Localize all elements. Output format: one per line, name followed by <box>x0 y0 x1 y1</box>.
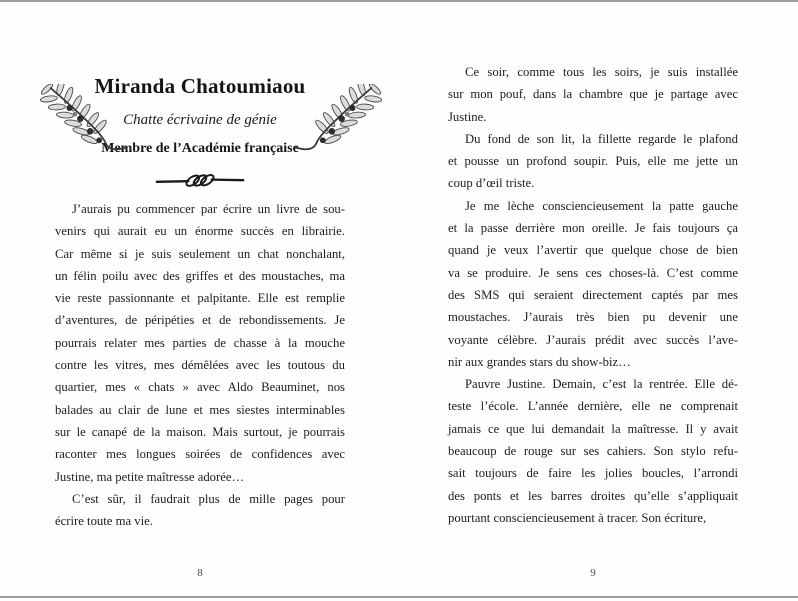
chapter-header <box>55 0 345 189</box>
text-line: sur le canapé de la maison. Mais surtout, je pourrais <box>55 424 345 439</box>
author-name: Miranda Chatoumiaou <box>94 74 306 98</box>
olive-branch-left-icon <box>38 84 128 166</box>
text-line: va se produire. Je sens ces choses-là. C’est comme <box>448 265 738 280</box>
page-number-left: 8 <box>197 567 203 579</box>
text-line: Ce soir, comme tous les soirs, je suis installée <box>465 65 738 79</box>
text-line: Pauvre Justine. Demain, c’est la rentrée. Elle dé- <box>465 377 738 392</box>
author-role-subtitle: Chatte écrivaine de génie <box>123 112 277 129</box>
text-line: Justine. <box>448 109 487 124</box>
paragraph <box>55 488 345 533</box>
text-line: venirs qui aurait eu un énorme succès en librairie. <box>55 224 345 239</box>
text-line: un félin poilu avec des griffes et des moustaches, ma <box>55 268 345 283</box>
text-line: Je me lèche consciencieusement la patte gauche <box>465 198 738 213</box>
paragraph <box>448 128 738 195</box>
text-line: nir aux grandes stars du show-biz… <box>448 354 631 369</box>
rope-knot-divider-icon <box>55 171 345 189</box>
text-line: beaucoup de rouge sur ses cahiers. Son stylo refu- <box>448 444 738 459</box>
text-line: voyante célèbre. J’aurais prédit avec succès l’ave- <box>448 332 738 347</box>
page-number-right: 9 <box>590 567 596 579</box>
text-line: des ponts et les barres droites qu’elle s’appliquait <box>448 488 738 503</box>
text-line: Car même si je suis seulement un chat nonchalant, <box>55 246 345 261</box>
author-affiliation: Membre de l’Académie française <box>101 140 299 156</box>
text-line: raconter mes longues soirées de confidences avec <box>55 447 345 462</box>
text-line: d’aventures, de péripéties et de rebondissements. Je <box>55 313 345 328</box>
text-line: pourtant consciencieusement à tracer. Son écriture, <box>448 510 707 525</box>
text-line: sur mon pouf, dans la chambre que je partage avec <box>448 87 738 102</box>
text-line: moustaches. J’aurais très bien pu devenir une <box>448 310 738 325</box>
text-line: J’aurais pu commencer par écrire un livre de sou- <box>72 202 345 216</box>
text-line: écrire toute ma vie. <box>55 514 153 529</box>
text-line: contre les vitres, mes démêlées avec les toutous du <box>55 358 345 373</box>
text-line: quand je veux l’avertir que quelque chose de bien <box>448 243 738 258</box>
paragraph <box>55 198 345 488</box>
text-line: pourrais relater mes parties de chasse à la mouche <box>55 335 345 350</box>
paragraph <box>448 373 738 529</box>
left-page-body-text <box>55 198 345 532</box>
right-page-body-text <box>448 61 738 529</box>
text-line: et pousse un profond soupir. Puis, elle me jette un <box>448 154 738 169</box>
text-line: jamais ce que lui demandait la maîtresse. Il y avait <box>448 421 738 436</box>
text-line: sait toujours de faire les jolies boucles, l’arrondi <box>448 466 738 481</box>
olive-branch-right-icon <box>294 84 384 166</box>
left-page <box>55 0 345 601</box>
text-line: Du fond de son lit, la fillette regarde le plafond <box>465 131 738 146</box>
text-line: et la passe derrière mon oreille. Je fais toujours ça <box>448 221 738 236</box>
text-line: coup d’œil triste. <box>448 176 535 191</box>
text-line: des SMS qui seraient directement captés par mes <box>448 287 738 302</box>
text-line: teste l’école. L’année dernière, elle ne comprenait <box>448 399 738 414</box>
text-line: balades au clair de lune et mes siestes interminables <box>55 402 345 417</box>
right-page <box>448 0 738 601</box>
text-line: quartier, mes « chats » avec Aldo Beauminet, nos <box>55 380 345 395</box>
text-line: vie reste passionnante et palpitante. Elle est remplie <box>55 291 345 306</box>
paragraph <box>448 61 738 128</box>
bottom-edge-rule <box>0 596 798 598</box>
paragraph <box>448 195 738 373</box>
text-line: C’est sûr, il faudrait plus de mille pages pour <box>72 491 345 506</box>
text-line: Justine, ma petite maîtresse adorée… <box>55 469 245 484</box>
